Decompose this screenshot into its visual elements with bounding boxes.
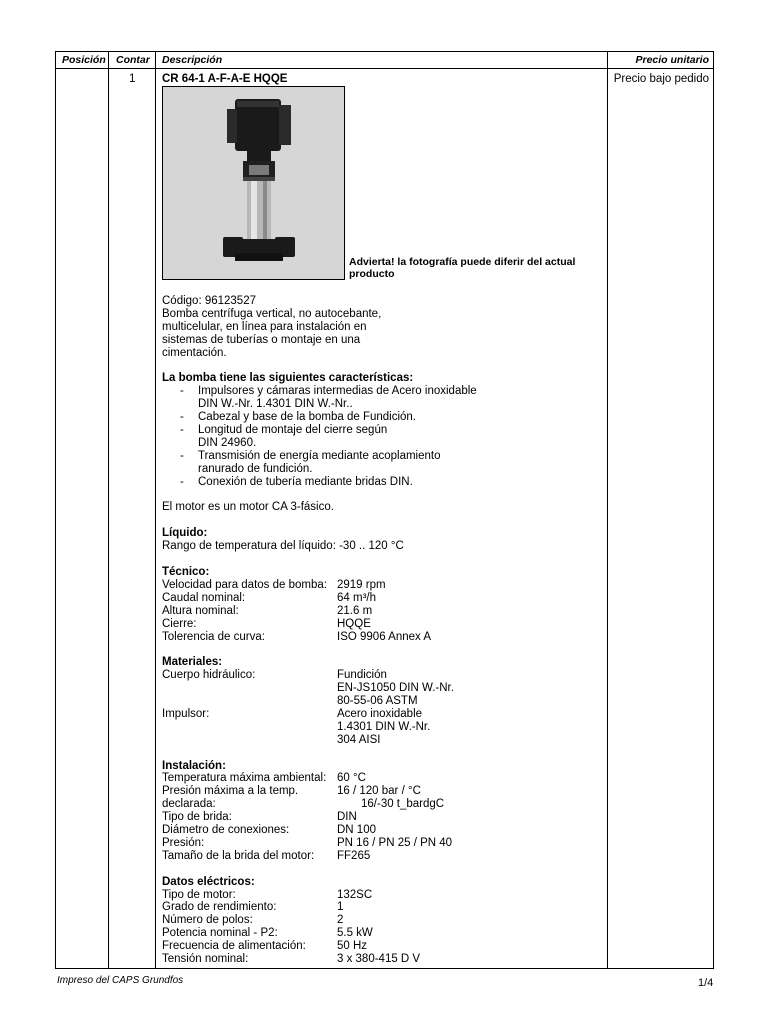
description-block [162,295,642,966]
pump-photo [162,86,345,280]
photo-caption: Advierta! la fotografía puede diferir del actual producto [349,256,576,280]
spec-row: Altura nominal: 21.6 m [162,604,373,617]
spec-row: Número de polos: 2 [162,914,344,927]
column-divider [155,52,156,968]
spec-row: Tipo de brida: DIN [162,811,357,824]
spec-row: Tensión nominal: 3 x 380-415 D V [162,953,421,966]
intro-line: cimentación. [162,346,227,359]
liquid-temperature-range: Rango de temperatura del líquido: -30 .. 120 °C [162,540,404,553]
spec-row: Potencia nominal - P2: 5.5 kW [162,927,373,940]
header-unit-price: Precio unitario [635,54,709,66]
product-table [55,51,714,969]
spec-row: Grado de rendimiento: 1 [162,901,344,914]
section-materiales-title: Materiales: [162,656,223,669]
section-electricos-title: Datos eléctricos: [162,875,255,888]
spec-row: Cuerpo hidráulico: Fundición EN-JS1050 DIN W.-Nr. 80-55-06 ASTM [162,669,454,708]
product-name: CR 64-1 A-F-A-E HQQE [162,73,288,85]
header-description: Descripción [162,54,223,66]
section-tecnico-title: Técnico: [162,565,210,578]
spec-row: Tipo de motor: 132SC [162,888,373,901]
feature-item: - Conexión de tubería mediante bridas DIN. [180,475,413,488]
intro-line: multicelular, en línea para instalación en [162,320,367,333]
header-position: Posición [62,54,106,66]
spec-row: Tolerencia de curva: ISO 9906 Annex A [162,630,431,643]
feature-item: - Longitud de montaje del cierre según DIN 24960. [180,424,388,449]
column-divider [108,52,109,968]
section-instalacion-title: Instalación: [162,759,226,772]
footer-printed-by: Impreso del CAPS Grundfos [57,975,184,986]
unit-price: Precio bajo pedido [613,73,709,85]
features-title: La bomba tiene las siguientes características: [162,372,414,385]
header-rule [56,68,713,69]
feature-item: - Cabezal y base de la bomba de Fundición. [180,411,417,424]
spec-row: Frecuencia de alimentación: 50 Hz [162,940,368,953]
spec-row: Caudal nominal: 64 m³/h [162,591,376,604]
spec-row: Temperatura máxima ambiental: 60 °C [162,772,366,785]
feature-item: - Impulsores y cámaras intermedias de Acero inoxidable DIN W.-Nr. 1.4301 DIN W.-Nr.. [180,385,477,411]
spec-row: Velocidad para datos de bomba: 2919 rpm [162,578,386,591]
features-list [162,385,642,488]
page-number: 1/4 [698,977,714,989]
spec-row: Cierre: HQQE [162,617,371,630]
vertical-pump-icon [163,87,344,279]
intro-line: Bomba centrífuga vertical, no autocebante, [162,307,382,320]
section-liquido-title: Líquido: [162,527,208,540]
feature-item: - Transmisión de energía mediante acoplamiento ranurado de fundición. [180,449,441,475]
spec-row: Presión: PN 16 / PN 25 / PN 40 [162,836,453,849]
spec-row: Presión máxima a la temp. declarada: 16 / 120 bar / °C 16/-30 t_bardgC [162,785,445,811]
spec-row: Impulsor: Acero inoxidable 1.4301 DIN W.-Nr. 304 AISI [162,707,431,746]
row-count: 1 [129,73,136,85]
header-count: Contar [116,54,150,66]
spec-row: Tamaño de la brida del motor: FF265 [162,849,371,862]
motor-note: El motor es un motor CA 3-fásico. [162,501,334,514]
intro-line: sistemas de tuberías o montaje en una [162,333,361,346]
spec-row: Diámetro de conexiones: DN 100 [162,824,376,837]
product-code: Código: 96123527 [162,295,256,307]
